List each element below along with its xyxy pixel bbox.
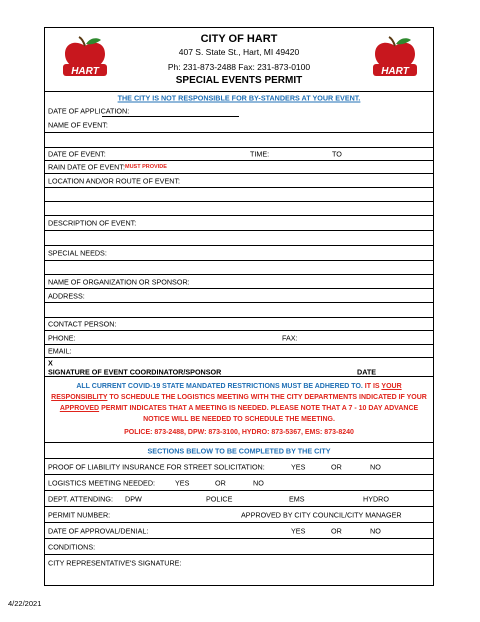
footer-date: 4/22/2021 [8, 599, 42, 608]
to-label: TO [332, 149, 342, 159]
x-mark: X [48, 358, 53, 368]
must-provide-note: MUST PROVIDE [125, 164, 167, 170]
approval-or: OR [331, 526, 342, 535]
disclaimer-text: THE CITY IS NOT RESPONSIBLE FOR BY-STANDERS AT YOUR EVENT. [117, 93, 361, 103]
date-of-event-label: DATE OF EVENT: [48, 149, 106, 159]
row-description[interactable] [45, 215, 433, 230]
city-section-heading: SECTIONS BELOW TO BE COMPLETED BY THE CITY [147, 446, 331, 455]
svg-text:HART: HART [71, 66, 99, 77]
notice-line-4: NOTICE WILL BE NEEDED TO SCHEDULE THE MEETING. [143, 416, 335, 423]
row-location[interactable] [45, 173, 433, 187]
meeting-or: OR [215, 478, 226, 487]
city-address: 407 S. State St., Hart, MI 49420 [178, 47, 300, 57]
notice-line-1: ALL CURRENT COVID-19 STATE MANDATED RESTRICTIONS MUST BE ADHERED TO. IT IS YOUR [76, 383, 402, 390]
city-section-heading-row [45, 442, 433, 458]
date-of-application-label: DATE OF APPLICATION: [48, 106, 130, 115]
row-blank[interactable] [45, 260, 433, 274]
description-label: DESCRIPTION OF EVENT: [48, 218, 137, 228]
dept-police[interactable]: POLICE [206, 494, 233, 503]
insurance-or: OR [331, 462, 342, 471]
row-address[interactable] [45, 288, 433, 302]
organization-label: NAME OF ORGANIZATION OR SPONSOR: [48, 277, 190, 286]
notice-line-2: RESPONSIBLITY TO SCHEDULE THE LOGISTICS MEETING WITH THE CITY DEPARTMENTS INDICATED IF YOUR [51, 394, 427, 401]
row-permit-number[interactable] [45, 506, 433, 522]
row-email[interactable] [45, 344, 433, 357]
name-of-event-label: NAME OF EVENT: [48, 120, 108, 129]
permit-form [44, 27, 434, 586]
approval-date-label: DATE OF APPROVAL/DENIAL: [48, 526, 149, 535]
row-organization[interactable] [45, 274, 433, 288]
row-signature[interactable] [45, 357, 433, 376]
disclaimer-row [45, 91, 433, 104]
row-name-of-event[interactable] [45, 117, 433, 132]
row-blank[interactable] [45, 230, 433, 245]
special-needs-label: SPECIAL NEEDS: [48, 248, 107, 258]
row-blank[interactable] [45, 302, 433, 317]
row-conditions[interactable] [45, 538, 433, 554]
approved-by-label: APPROVED BY CITY COUNCIL/CITY MANAGER [241, 510, 402, 519]
row-blank[interactable] [45, 201, 433, 215]
meeting-yes[interactable]: YES [175, 478, 190, 487]
meeting-label: LOGISTICS MEETING NEEDED: [48, 478, 156, 487]
phone-label: PHONE: [48, 333, 76, 342]
dept-ems[interactable]: EMS [289, 494, 305, 503]
svg-text:HART: HART [381, 66, 409, 77]
approval-yes[interactable]: YES [291, 526, 306, 535]
email-label: EMAIL: [48, 346, 72, 356]
row-blank[interactable] [45, 132, 433, 147]
address-label: ADDRESS: [48, 291, 85, 300]
row-rain-date[interactable] [45, 160, 433, 173]
dept-hydro[interactable]: HYDRO [363, 494, 389, 503]
row-meeting[interactable] [45, 474, 433, 490]
row-blank[interactable] [45, 187, 433, 201]
conditions-label: CONDITIONS: [48, 542, 96, 551]
fax-label: FAX: [282, 333, 298, 342]
location-label: LOCATION AND/OR ROUTE OF EVENT: [48, 176, 181, 185]
row-rep-signature[interactable] [45, 554, 433, 570]
rain-date-label: RAIN DATE OF EVENT: [48, 162, 125, 172]
row-contact[interactable] [45, 317, 433, 330]
signature-date-label: DATE [357, 367, 377, 377]
form-header [45, 28, 433, 91]
notice-block [45, 376, 433, 442]
row-date-of-application[interactable] [45, 104, 433, 117]
row-dept-attending[interactable] [45, 490, 433, 506]
approval-no[interactable]: NO [370, 526, 381, 535]
time-label: TIME: [250, 149, 270, 159]
insurance-label: PROOF OF LIABILITY INSURANCE FOR STREET SOLICITATION: [48, 462, 265, 471]
contact-label: CONTACT PERSON: [48, 319, 117, 329]
permit-number-label: PERMIT NUMBER: [48, 510, 111, 519]
notice-contacts: POLICE: 873-2488, DPW: 873-3100, HYDRO: 873-5367, EMS: 873-8240 [124, 429, 354, 436]
form-title: SPECIAL EVENTS PERMIT [175, 75, 303, 86]
insurance-yes[interactable]: YES [291, 462, 306, 471]
dept-dpw[interactable]: DPW [125, 494, 142, 503]
rep-signature-label: CITY REPRESENTATIVE'S SIGNATURE: [48, 558, 182, 567]
city-name: CITY OF HART [200, 33, 278, 45]
row-date-of-event[interactable] [45, 147, 433, 160]
insurance-no[interactable]: NO [370, 462, 381, 471]
row-phone[interactable] [45, 330, 433, 344]
notice-line-3: APPROVED PERMIT INDICATES THAT A MEETING IS NEEDED. PLEASE NOTE THAT A 7 - 10 DAY ADVANCE [59, 405, 419, 412]
dept-attending-label: DEPT. ATTENDING: [48, 494, 113, 503]
row-approval-date[interactable] [45, 522, 433, 538]
row-insurance[interactable] [45, 458, 433, 474]
city-phone: Ph: 231-873-2488 Fax: 231-873-0100 [167, 62, 311, 72]
signature-label: SIGNATURE OF EVENT COORDINATOR/SPONSOR [48, 367, 222, 377]
meeting-no[interactable]: NO [253, 478, 264, 487]
row-special-needs[interactable] [45, 245, 433, 260]
